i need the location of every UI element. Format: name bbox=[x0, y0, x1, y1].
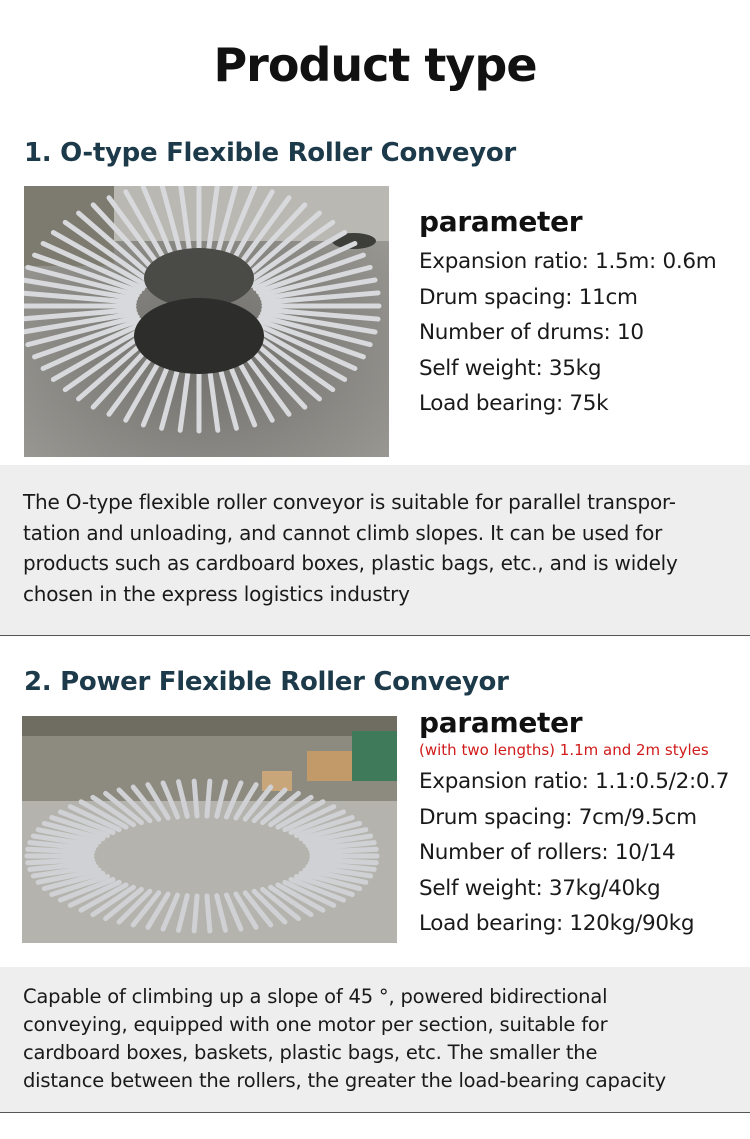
roller bbox=[207, 781, 210, 816]
roller bbox=[194, 781, 197, 816]
param-load-bearing: Load bearing: 120kg/90kg bbox=[419, 911, 695, 937]
param-load-bearing: Load bearing: 75k bbox=[419, 391, 609, 417]
param-number-of-rollers: Number of rollers: 10/14 bbox=[419, 840, 676, 866]
description-line: The O-type flexible roller conveyor is suitable for parallel transpor- bbox=[23, 490, 676, 514]
description-line: chosen in the express logistics industry bbox=[23, 581, 410, 606]
o-type-description bbox=[23, 487, 731, 609]
page-title: Product type bbox=[213, 38, 537, 92]
param-drum-spacing: Drum spacing: 7cm/9.5cm bbox=[419, 804, 697, 830]
param-expansion-ratio: Expansion ratio: 1.1:0.5/2:0.7 bbox=[419, 769, 730, 794]
roller bbox=[194, 896, 197, 931]
o-type-conveyor-photo bbox=[24, 186, 389, 457]
description-line: tation and unloading, and cannot climb slopes. It can be used for bbox=[23, 520, 663, 545]
description-line: cardboard boxes, baskets, plastic bags, etc. The smaller the bbox=[23, 1041, 598, 1064]
parameter-heading: parameter bbox=[419, 205, 583, 238]
section-title-o-type: 1. O-type Flexible Roller Conveyor bbox=[24, 138, 516, 168]
power-conveyor-photo bbox=[22, 716, 397, 943]
description-line: Capable of climbing up a slope of 45 °, powered bidirectional bbox=[23, 985, 608, 1008]
roller bbox=[28, 860, 93, 863]
param-number-of-drums: Number of drums: 10 bbox=[419, 320, 644, 346]
param-expansion-ratio: Expansion ratio: 1.5m: 0.6m bbox=[419, 249, 717, 274]
param-self-weight: Self weight: 37kg/40kg bbox=[419, 875, 661, 901]
power-conveyor-illustration bbox=[22, 716, 397, 943]
o-type-parameters bbox=[419, 205, 716, 422]
param-self-weight: Self weight: 35kg bbox=[419, 355, 602, 381]
description-line: distance between the rollers, the greater the load-bearing capacity bbox=[23, 1069, 666, 1092]
roller bbox=[207, 896, 210, 931]
power-parameters bbox=[419, 706, 729, 942]
section-title-power: 2. Power Flexible Roller Conveyor bbox=[24, 667, 509, 697]
roller bbox=[312, 849, 377, 852]
o-type-conveyor-illustration bbox=[24, 186, 389, 457]
description-line: products such as cardboard boxes, plastic bags, etc., and is widely bbox=[23, 551, 678, 575]
power-description-band bbox=[0, 967, 750, 1113]
parameter-heading: parameter bbox=[419, 706, 583, 739]
length-styles-note: (with two lengths) 1.1m and 2m styles bbox=[419, 741, 709, 759]
param-drum-spacing: Drum spacing: 11cm bbox=[419, 284, 638, 310]
o-type-description-band bbox=[0, 465, 750, 636]
description-line: conveying, equipped with one motor per section, suitable for bbox=[23, 1013, 608, 1036]
power-description bbox=[23, 983, 731, 1095]
